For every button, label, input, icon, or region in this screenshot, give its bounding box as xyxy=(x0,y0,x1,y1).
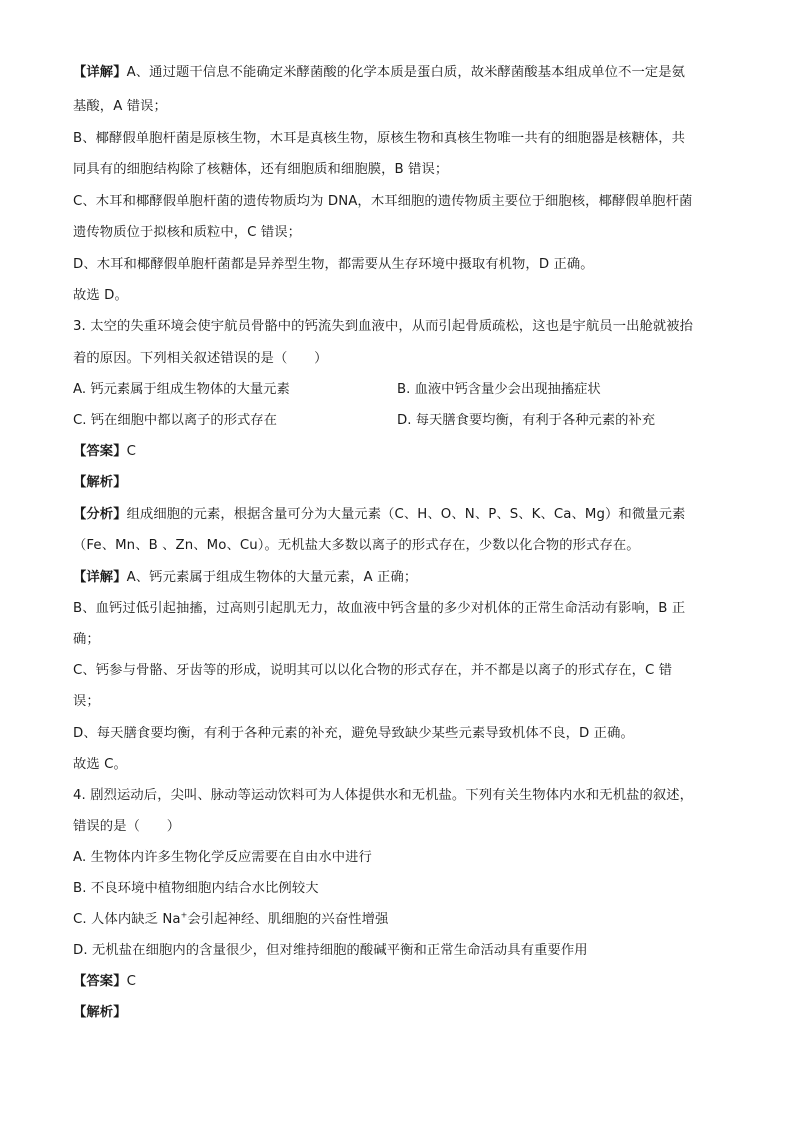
q3-fenxi-line-1: 【分析】组成细胞的元素，根据含量可分为大量元素（C、H、O、N、P、S、K、Ca、Mg）和微量元素 xyxy=(73,507,686,522)
q2-detail-line-5: C、木耳和椰酵假单胞杆菌的遗传物质均为 DNA，木耳细胞的遗传物质主要位于细胞核，椰酵假单胞杆菌 xyxy=(73,194,693,209)
q3-detail-line-5: 误； xyxy=(73,694,100,709)
q2-detail-line-1: 【详解】A、通过题干信息不能确定米酵菌酸的化学本质是蛋白质，故米酵菌酸基本组成单位不一定是氨 xyxy=(73,65,686,80)
q2-detail-line-2: 基酸，A 错误； xyxy=(73,99,167,114)
q4-stem-line-1: 4. 剧烈运动后，尖叫、脉动等运动饮料可为人体提供水和无机盐。下列有关生物体内水和无机盐的叙述， xyxy=(73,788,694,803)
q3-stem-line-2: 着的原因。下列相关叙述错误的是（ ） xyxy=(73,351,328,366)
q3-fenxi-line-2: （Fe、Mn、B 、Zn、Mo、Cu）。无机盐大多数以离子的形式存在，少数以化合物的形式存在。 xyxy=(73,538,640,553)
q2-detail-line-6: 遗传物质位于拟核和质粒中，C 错误； xyxy=(73,225,302,240)
q2-conclusion: 故选 D。 xyxy=(73,288,128,303)
q3-option-a: A. 钙元素属于组成生物体的大量元素 xyxy=(73,382,290,397)
q4-option-b: B. 不良环境中植物细胞内结合水比例较大 xyxy=(73,881,319,896)
q4-option-d: D. 无机盐在细胞内的含量很少，但对维持细胞的酸碱平衡和正常生命活动具有重要作用 xyxy=(73,943,588,958)
q3-detail-line-1: 【详解】A、钙元素属于组成生物体的大量元素，A 正确； xyxy=(73,570,418,585)
q2-detail-line-3: B、椰酵假单胞杆菌是原核生物，木耳是真核生物，原核生物和真核生物唯一共有的细胞器是核糖体，共 xyxy=(73,131,686,146)
q4-option-c: C. 人体内缺乏 Na+会引起神经、肌细胞的兴奋性增强 xyxy=(73,910,389,927)
q2-detail-line-7: D、木耳和椰酵假单胞杆菌都是异养型生物，都需要从生存环境中摄取有机物，D 正确。 xyxy=(73,257,594,272)
q3-option-c: C. 钙在细胞中都以离子的形式存在 xyxy=(73,413,277,428)
q3-stem-line-1: 3. 太空的失重环境会使宇航员骨骼中的钙流失到血液中，从而引起骨质疏松，这也是宇航员一出舱就被抬 xyxy=(73,319,694,334)
q3-detail-line-2: B、血钙过低引起抽搐，过高则引起肌无力，故血液中钙含量的多少对机体的正常生命活动有影响，B 正 xyxy=(73,601,686,616)
q3-analysis-heading: 【解析】 xyxy=(73,475,127,490)
q3-detail-line-3: 确； xyxy=(73,632,100,647)
q3-conclusion: 故选 C。 xyxy=(73,757,127,772)
q4-answer: 【答案】C xyxy=(73,974,136,989)
q4-option-a: A. 生物体内许多生物化学反应需要在自由水中进行 xyxy=(73,850,372,865)
q3-option-b: B. 血液中钙含量少会出现抽搐症状 xyxy=(397,382,601,397)
q3-answer: 【答案】C xyxy=(73,444,136,459)
q2-detail-line-4: 同具有的细胞结构除了核糖体，还有细胞质和细胞膜，B 错误； xyxy=(73,162,449,177)
q3-detail-line-4: C、钙参与骨骼、牙齿等的形成，说明其可以以化合物的形式存在，并不都是以离子的形式存在，C 错 xyxy=(73,663,673,678)
q3-detail-line-6: D、每天膳食要均衡，有利于各种元素的补充，避免导致缺少某些元素导致机体不良，D 正确。 xyxy=(73,726,634,741)
detail-tag: 【详解】 xyxy=(73,65,127,80)
q4-stem-line-2: 错误的是（ ） xyxy=(73,819,181,834)
q3-option-d: D. 每天膳食要均衡，有利于各种元素的补充 xyxy=(397,413,656,428)
q4-analysis-heading: 【解析】 xyxy=(73,1005,127,1020)
